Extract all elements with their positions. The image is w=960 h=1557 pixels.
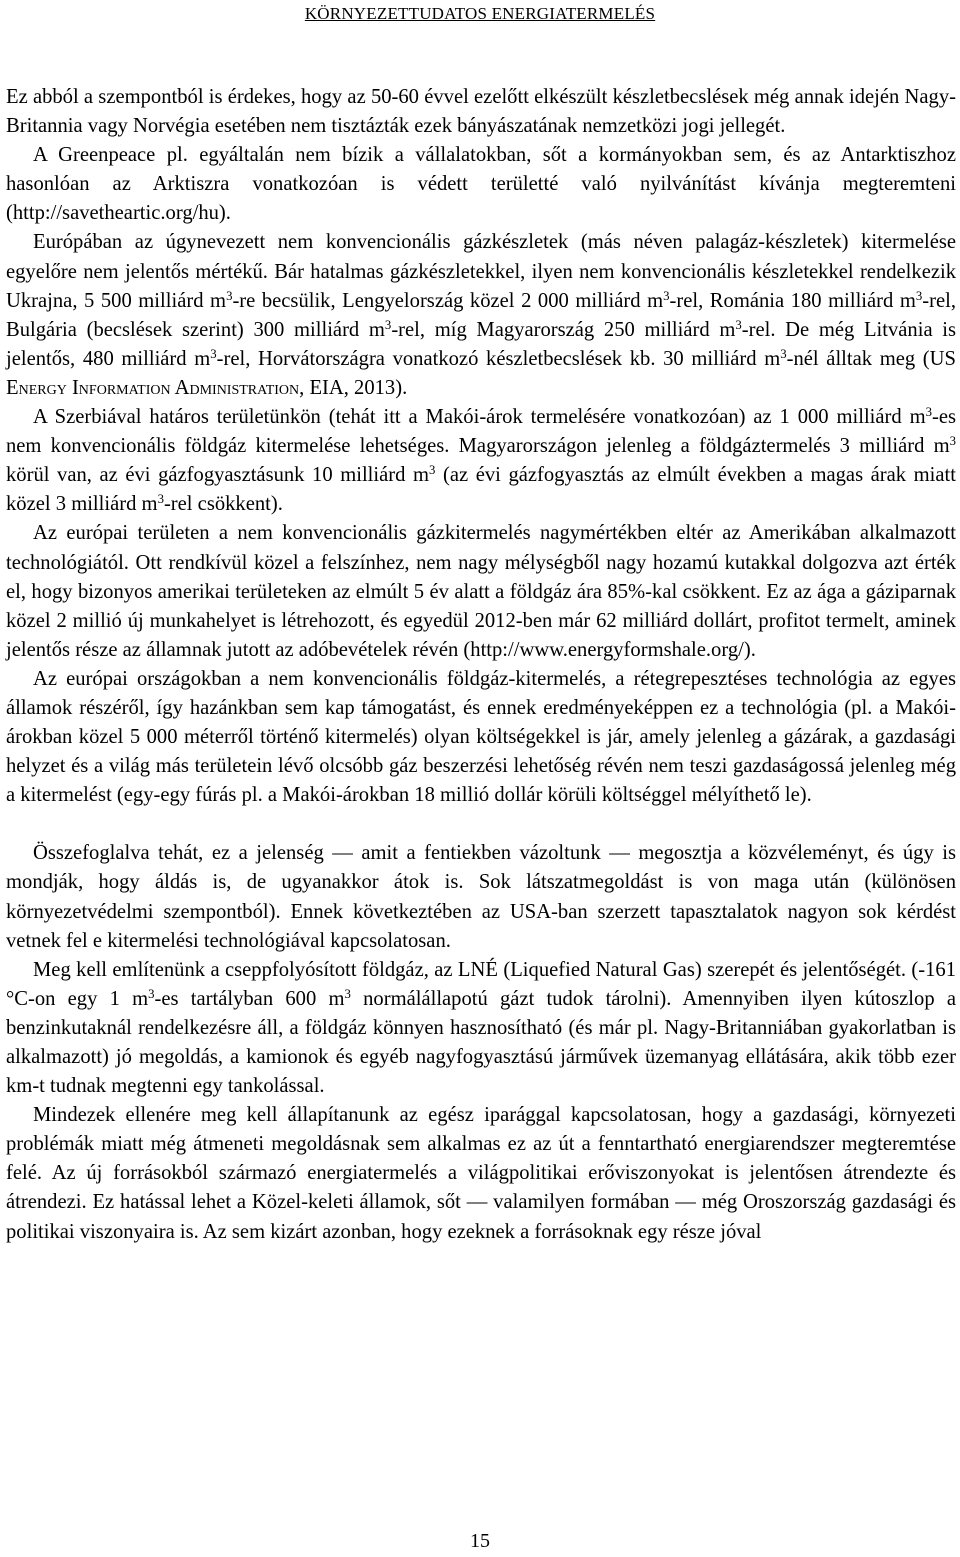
superscript: 3 [429, 463, 436, 478]
paragraph-4-text-a: A Szerbiával határos területünkön (tehát itt a Makói-árok termelésére vonatkozóan) az 1 000 milliárd m [33, 406, 926, 429]
paragraph-7 [6, 839, 956, 955]
paragraph-4-text-b: -es nem konvencionális földgáz kitermelése lehetséges. Magyarországon jelenleg a földgáztermelés 3 milliárd m [6, 406, 956, 458]
paragraph-9 [6, 1101, 956, 1246]
body-text [6, 83, 956, 1247]
paragraph-3-text-f: -rel. De még Litvánia is jelentős, 480 milliárd m [6, 318, 957, 370]
paragraph-3-text-h: -nél álltak meg (US [786, 347, 956, 370]
paragraph-3-text-a: Európában az úgynevezett nem konvencionális gázkészletek (más néven palagáz-készletek) kitermelése egyelőre nem jelentős mértékű. Bár hatalmas gázkészletekkel, ilyen nem konvencionális készletekkel rendelkezik Ukrajna, 5 500 milliárd m [6, 231, 956, 312]
paragraph-8-text-a: Meg kell említenünk a cseppfolyósított földgáz, az LNÉ (Liquefied Natural Gas) szerepét és jelentőségét. (-161 °C-on egy 1 m [6, 958, 956, 1010]
page-number: 15 [470, 1530, 490, 1552]
superscript: 3 [663, 288, 670, 303]
superscript: 3 [780, 346, 787, 361]
paragraph-3-text-b: -re becsülik, Lengyelország közel 2 000 milliárd m [232, 289, 664, 312]
paragraph-9-text: Mindezek ellenére meg kell állapítanunk az egész iparággal kapcsolatosan, hogy a gazdasági, környezeti problémák miatt még átmeneti megoldásnak sem alkalmas ez az út a fenntartható energiarendszer megteremtése felé. Az új forrásokból származó energiatermelés a világpolitikai erőviszonyokat is jelentősen átrendezte és átrendezi. Ez hatással lehet a Közel-keleti államok, sőt — valamilyen formában — még Oroszország gazdasági és politikai viszonyaira is. Az sem kizárt azonban, hogy ezeknek a forrásoknak egy része jóval [6, 1104, 956, 1243]
superscript: 3 [925, 405, 932, 420]
superscript: 3 [915, 288, 923, 303]
paragraph-1-text: Ez abból a szempontból is érdekes, hogy az 50-60 évvel ezelőtt elkészült készletbecslések még annak idején Nagy-Britannia vagy Norvégia esetében nem tisztázták ezek bányászatának nemzetközi jogi jellegét. [6, 86, 956, 138]
paragraph-6 [6, 665, 956, 810]
paragraph-3-text-d: -rel, Bulgária (becslések szerint) 300 milliárd m [6, 289, 956, 341]
paragraph-5-text: Az európai területen a nem konvencionális gázkitermelés nagymértékben eltér az Amerikában alkalmazott technológiától. Ott rendkívül közel a felszínhez, nem nagy mélységből nagy hozamú kutakkal dolgozva azt érték el, hogy bizonyos amerikai területeken az elmúlt 5 év alatt a földgáz ára 85%-kal csökkent. Ez az ága a gáziparnak közel 2 millió új munkahelyet is létrehozott, és egyedül 2012-ben már 62 milliárd dollárt, profitot termelt, aminek jelentős része az államnak jutott az adóbevételek révén (http://www.energyformshale.org/). [6, 522, 956, 661]
paragraph-3-text-g: -rel, Horvátországra vonatkozó készletbecslések kb. 30 milliárd m [216, 347, 781, 370]
superscript: 3 [949, 434, 956, 449]
paragraph-3 [6, 228, 956, 403]
superscript: 3 [157, 492, 164, 507]
paragraph-8-text-b: -es tartályban 600 m [154, 987, 345, 1010]
paragraph-5 [6, 519, 956, 664]
paragraph-8 [6, 956, 956, 1101]
paragraph-7-text: Összefoglalva tehát, ez a jelenség — amit a fentiekben vázoltunk — megosztja a közvéleményt, és úgy is mondják, hogy áldás is, de ugyanakkor átok is. Sok látszatmegoldást is von maga után (különösen környezetvédelmi szempontból). Ennek következtében az USA-ban szerzett tapasztalatok nagyon sok kérdést vetnek fel e kitermelési technológiával kapcsolatosan. [6, 842, 956, 952]
paragraph-2 [6, 141, 956, 228]
paragraph-3-text-e: -rel, míg Magyarország 250 milliárd m [391, 318, 736, 341]
superscript: 3 [344, 986, 351, 1001]
paragraph-3-text-c: -rel, Románia 180 milliárd m [669, 289, 916, 312]
running-header [0, 0, 960, 30]
paragraph-6-text: Az európai országokban a nem konvencionális földgáz-kitermelés, a rétegrepesztéses technológia az egyes államok részéről, így hazánkban sem kap támogatást, és ennek eredményeképpen ez a technológia (pl. a Makói-árokban közel 5 000 méterről történő kitermelés) olyan költségekkel is jár, amely jelenleg a gázárak, a gazdasági helyzet és a világ más területein lévő olcsóbb gáz beszerzési lehetőség révén nem teszi gazdaságossá jelenleg még a kitermelést (egy-egy fúrás pl. a Makói-árokban 18 millió dollár körüli költséggel mélyíthető le). [6, 667, 956, 807]
paragraph-4-text-e: -rel csökkent). [163, 493, 283, 516]
paragraph-3-text-i: , EIA, 2013). [299, 376, 408, 399]
superscript: 3 [148, 986, 155, 1001]
citation-small-caps: Energy Information Administration [6, 376, 300, 399]
running-header-title: KÖRNYEZETTUDATOS ENERGIATERMELÉS [304, 4, 656, 23]
superscript: 3 [384, 317, 392, 332]
superscript: 3 [735, 317, 742, 332]
paragraph-8-text-c: normálállapotú gázt tudok tárolni). Amennyiben ilyen kútoszlop a benzinkutaknál rendelkezésre áll, a földgáz könnyen hasznosítható (és már pl. Nagy-Britanniában gyakorlatban is alkalmazott) jó megoldás, a kamionok és egyéb nagyfogyasztású járművek üzemanyag ellátására, akik több ezer km-t tudnak megtenni egy tankolással. [6, 987, 956, 1098]
superscript: 3 [210, 346, 217, 361]
paragraph-4-text-d: (az évi gázfogyasztás az elmúlt években a magas árak miatt közel 3 milliárd m [6, 464, 956, 516]
paragraph-4-text-c: körül van, az évi gázfogyasztásunk 10 milliárd m [6, 464, 430, 487]
paragraph-4 [6, 403, 956, 519]
paragraph-1 [6, 83, 956, 141]
paragraph-2-text: A Greenpeace pl. egyáltalán nem bízik a vállalatokban, sőt a kormányokban sem, és az Antarktiszhoz hasonlóan az Arktiszra vonatkozóan is védett területté való nyilvánítást kívánja megteremteni (http://savetheartic.org/hu). [6, 144, 956, 225]
superscript: 3 [226, 288, 233, 303]
